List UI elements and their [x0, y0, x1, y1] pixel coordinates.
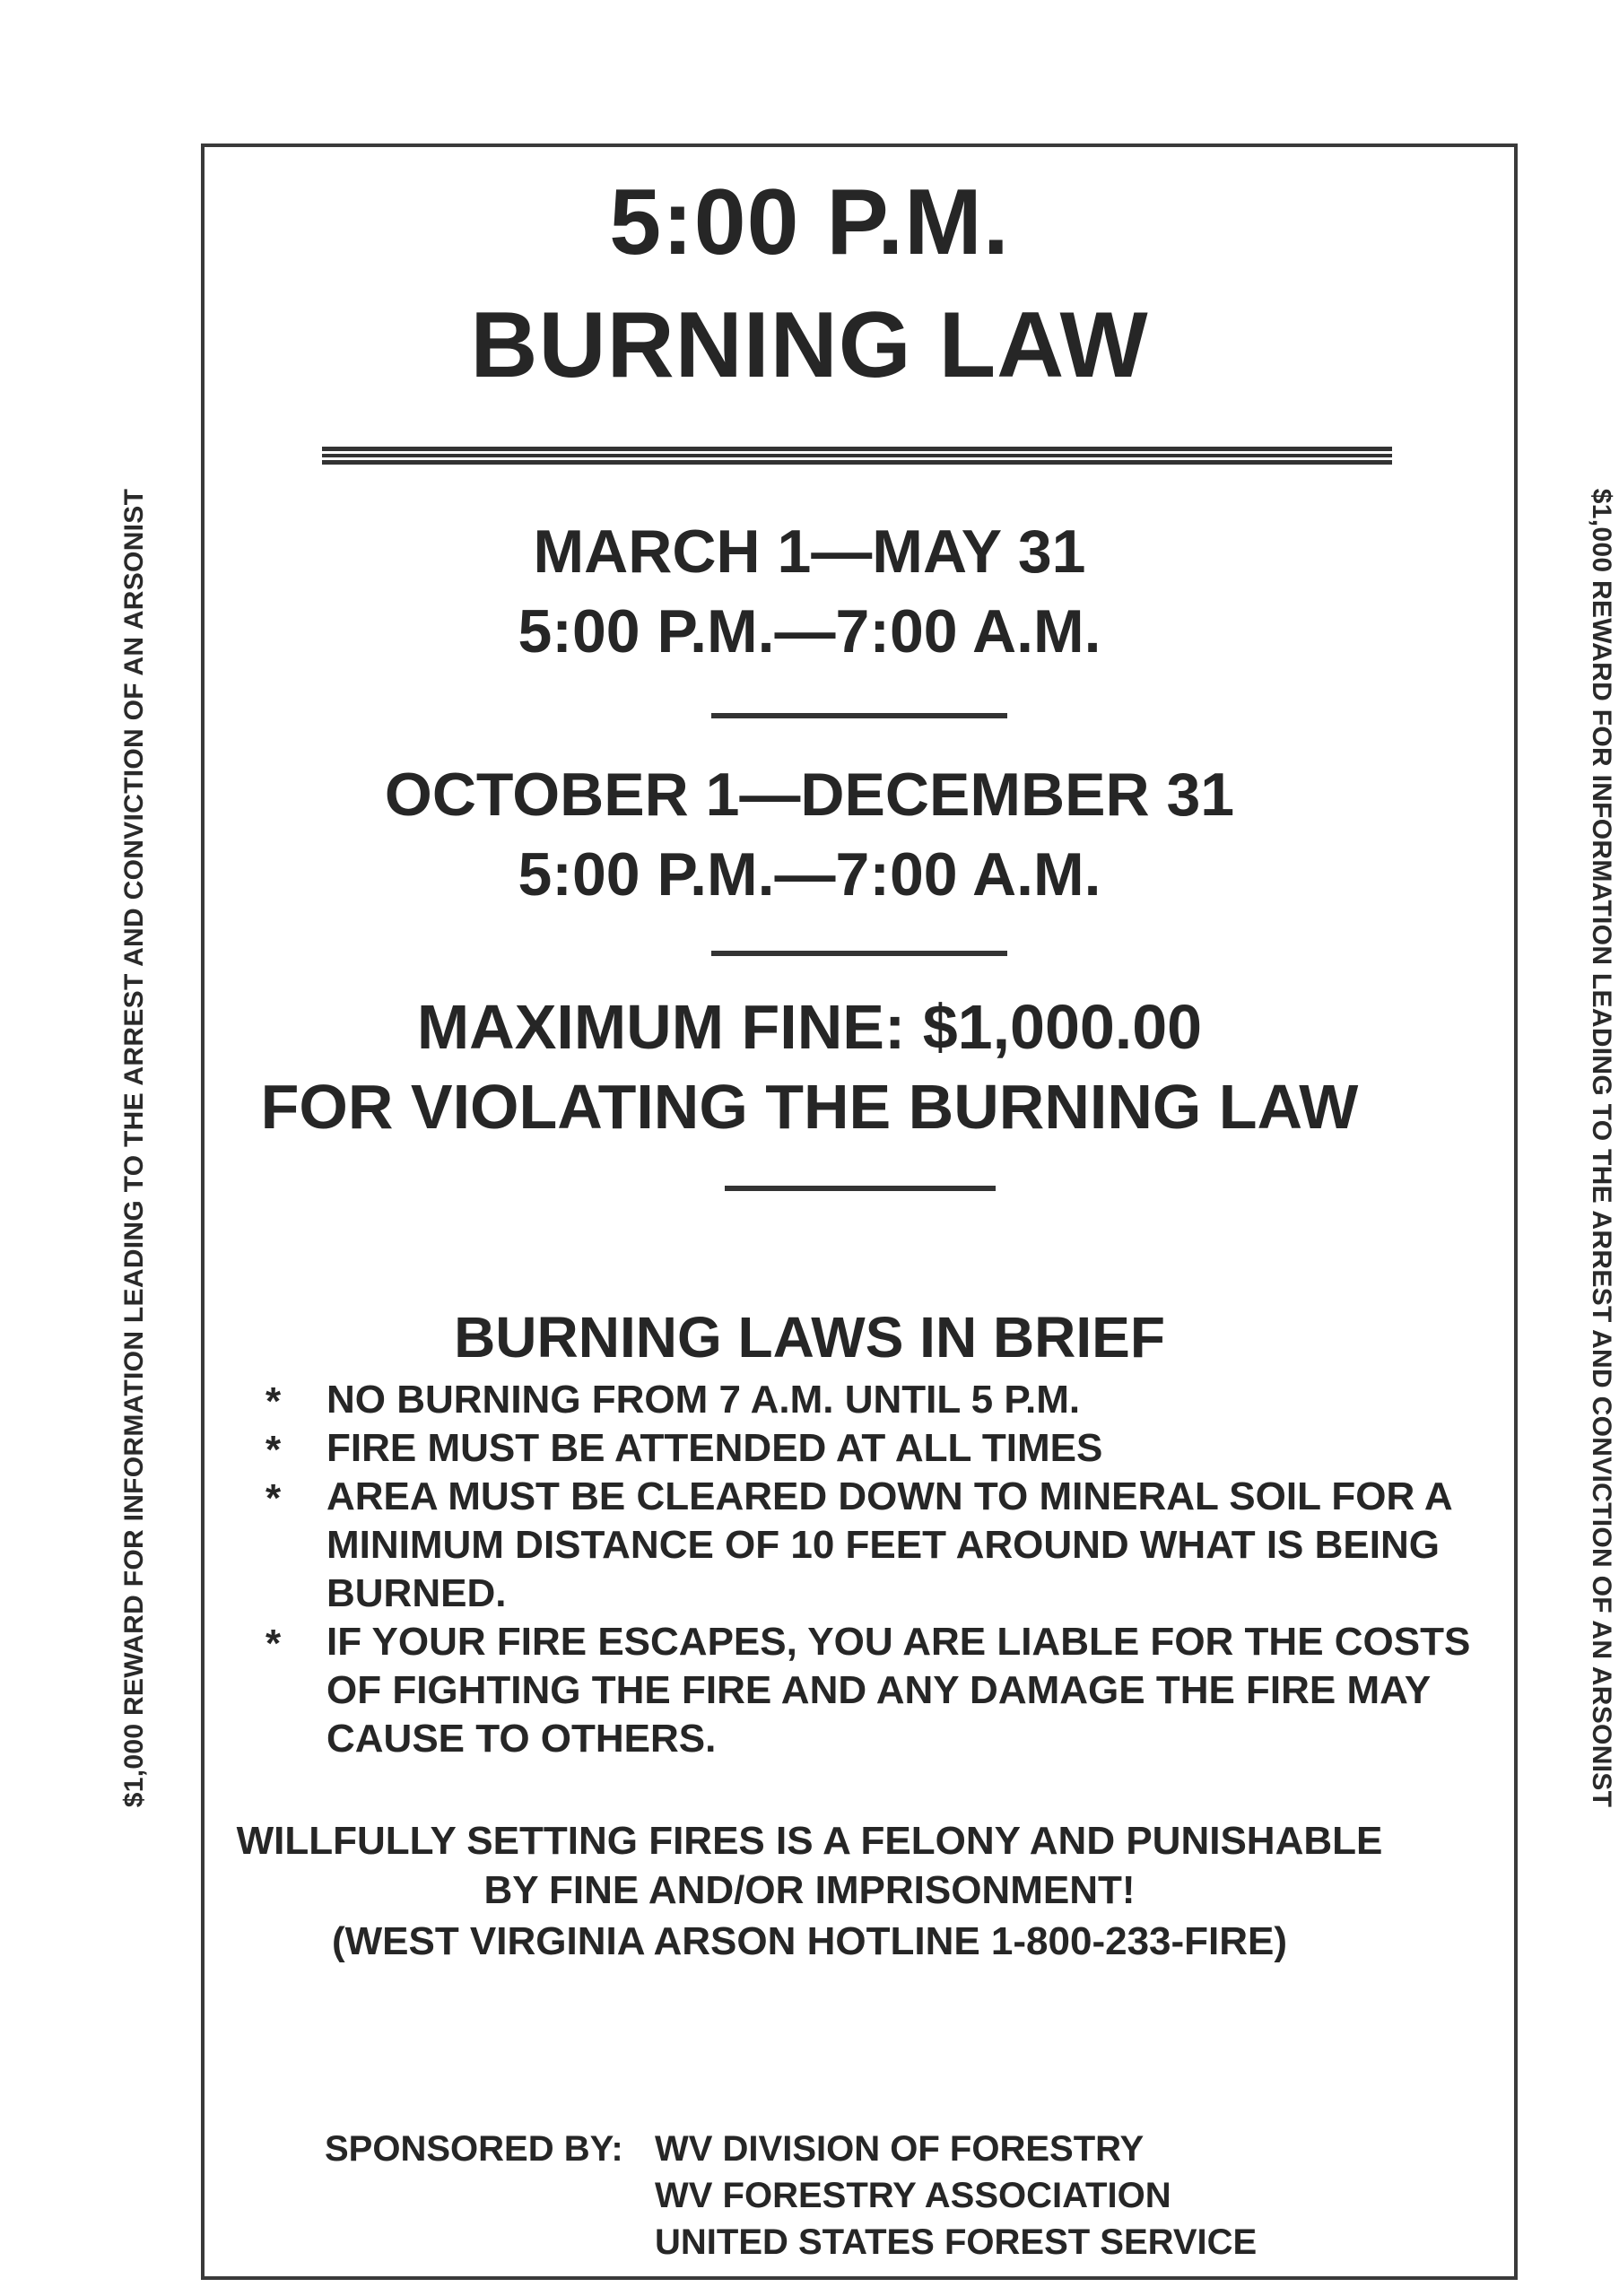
- asterisk-icon: *: [265, 1428, 282, 1472]
- fine-reason: FOR VIOLATING THE BURNING LAW: [260, 1072, 1359, 1142]
- sponsors-list: [655, 2126, 1257, 2266]
- section-divider: [711, 713, 1007, 718]
- maximum-fine: MAXIMUM FINE: $1,000.00: [416, 992, 1203, 1062]
- list-item: [265, 1424, 1521, 1473]
- title-burning-law: BURNING LAW: [470, 293, 1149, 397]
- list-item-text: NO BURNING FROM 7 A.M. UNTIL 5 P.M.: [326, 1378, 1081, 1422]
- list-item: [265, 1618, 1521, 1763]
- side-reward-notice-left: $1,000 REWARD FOR INFORMATION LEADING TO THE ARREST AND CONVICTION OF AN ARSONIST: [119, 488, 149, 1808]
- season-2-hours: 5:00 P.M.—7:00 A.M.: [518, 840, 1101, 909]
- brief-list: [265, 1376, 1521, 1763]
- list-item: [265, 1376, 1521, 1424]
- season-1-hours: 5:00 P.M.—7:00 A.M.: [518, 597, 1101, 665]
- side-reward-notice-right: $1,000 REWARD FOR INFORMATION LEADING TO THE ARREST AND CONVICTION OF AN ARSONIST: [1587, 488, 1616, 1808]
- season-1-dates: MARCH 1—MAY 31: [533, 517, 1086, 586]
- list-item-text: FIRE MUST BE ATTENDED AT ALL TIMES: [326, 1426, 1103, 1470]
- sponsor-name: WV FORESTRY ASSOCIATION: [655, 2176, 1171, 2215]
- section-divider: [711, 951, 1007, 956]
- title-divider: [322, 447, 1392, 465]
- sponsors-label: SPONSORED BY:: [325, 2129, 623, 2169]
- season-2-dates: OCTOBER 1—DECEMBER 31: [384, 761, 1235, 829]
- asterisk-icon: *: [265, 1622, 282, 1665]
- brief-heading: BURNING LAWS IN BRIEF: [454, 1305, 1165, 1370]
- asterisk-icon: *: [265, 1476, 282, 1520]
- sponsor-name: UNITED STATES FOREST SERVICE: [655, 2222, 1258, 2262]
- section-divider: [725, 1186, 996, 1191]
- title-time: 5:00 P.M.: [609, 170, 1010, 274]
- felony-penalty: BY FINE AND/OR IMPRISONMENT!: [483, 1868, 1136, 1912]
- felony-warning: WILLFULLY SETTING FIRES IS A FELONY AND PUNISHABLE: [236, 1819, 1383, 1863]
- arson-hotline: (WEST VIRGINIA ARSON HOTLINE 1-800-233-FIRE): [331, 1919, 1288, 1963]
- list-item-text: AREA MUST BE CLEARED DOWN TO MINERAL SOIL FOR A MINIMUM DISTANCE OF 10 FEET AROUND WHAT IS BEING BURNED.: [326, 1474, 1452, 1615]
- asterisk-icon: *: [265, 1379, 282, 1423]
- list-item: [265, 1473, 1521, 1618]
- sponsor-name: WV DIVISION OF FORESTRY: [655, 2129, 1145, 2169]
- list-item-text: IF YOUR FIRE ESCAPES, YOU ARE LIABLE FOR THE COSTS OF FIGHTING THE FIRE AND ANY DAMAGE THE FIRE MAY CAUSE TO OTHERS.: [326, 1620, 1471, 1761]
